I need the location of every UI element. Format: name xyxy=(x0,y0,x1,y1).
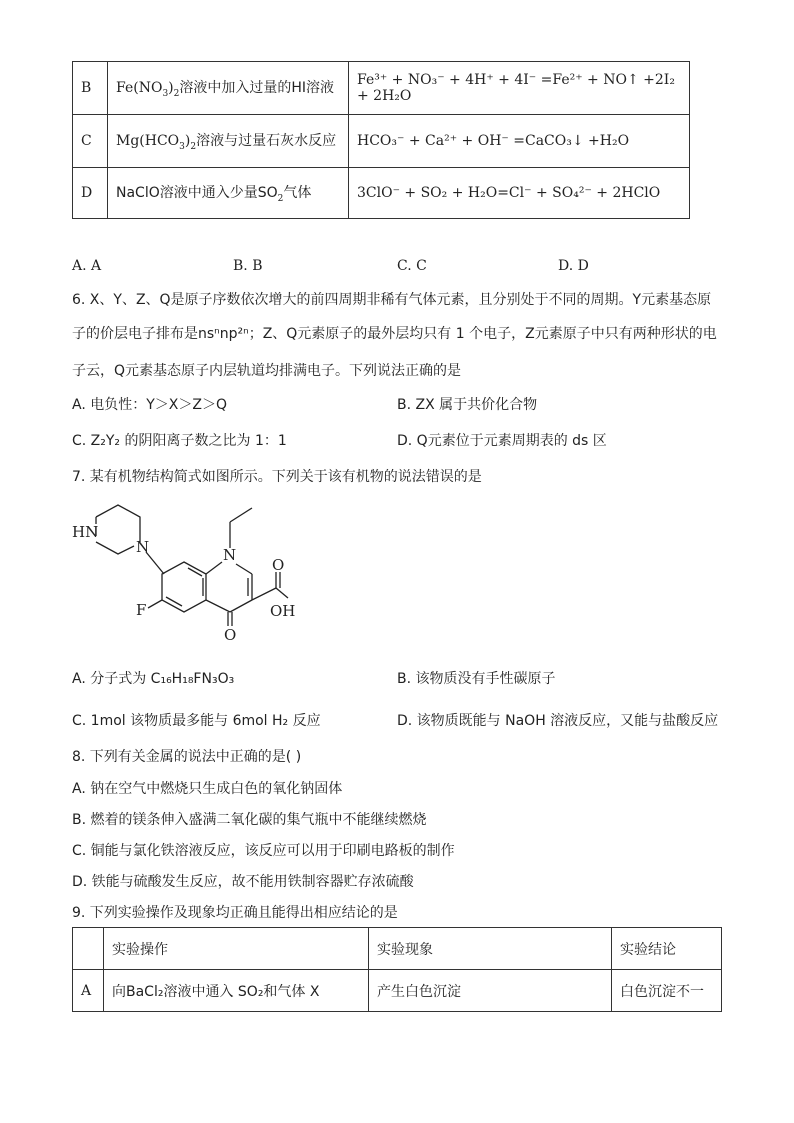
row-cell: 产生白色沉淀 xyxy=(369,970,612,1012)
header-cell: 实验现象 xyxy=(369,928,612,970)
table-row xyxy=(73,115,690,168)
row-cell: 白色沉淀不一 xyxy=(612,970,722,1012)
q9-stem: 9. 下列实验操作及现象均正确且能得出相应结论的是 xyxy=(72,905,398,921)
row-description: $Fe(NO_3)_2$溶液中加入过量的HI溶液 xyxy=(108,62,349,115)
mol-hn-label: HN xyxy=(72,523,99,541)
q7-stem: 7. 某有机物结构简式如图所示。下列关于该有机物的说法错误的是 xyxy=(72,469,482,485)
q8-option-c: C. 铜能与氯化铁溶液反应，该反应可以用于印刷电路板的制作 xyxy=(72,843,455,859)
table-row xyxy=(73,970,722,1012)
table-row xyxy=(73,168,690,219)
row-description: NaClO溶液中通入少量$SO_2$气体 xyxy=(108,168,349,219)
table-row xyxy=(73,62,690,115)
q7-option-b: B. 该物质没有手性碳原子 xyxy=(397,671,556,687)
q8-option-d: D. 铁能与硫酸发生反应，故不能用铁制容器贮存浓硫酸 xyxy=(72,874,414,890)
reaction-table xyxy=(72,61,690,219)
q6-option-a: A. 电负性：Y＞X＞Z＞Q xyxy=(72,397,227,413)
q8-option-b: B. 燃着的镁条伸入盛满二氧化碳的集气瓶中不能继续燃烧 xyxy=(72,812,427,828)
row-label: C xyxy=(73,115,108,168)
mol-n-label: N xyxy=(136,538,150,556)
row-label: B xyxy=(73,62,108,115)
q7-option-c: C. 1mol 该物质最多能与 6mol H₂ 反应 xyxy=(72,713,321,729)
table-header-row xyxy=(73,928,722,970)
row-equation: Fe³⁺ + NO₃⁻ + 4H⁺ + 4I⁻ =Fe²⁺ + NO↑ +2I₂ + 2H₂O xyxy=(349,62,690,115)
q7-option-a: A. 分子式为 C₁₆H₁₈FN₃O₃ xyxy=(72,671,235,687)
row-description: $Mg(HCO_3)_2$溶液与过量石灰水反应 xyxy=(108,115,349,168)
row-label: D xyxy=(73,168,108,219)
mol-o-label: O xyxy=(272,556,285,574)
header-cell: 实验操作 xyxy=(104,928,369,970)
q5-option-a: A. A xyxy=(72,258,102,274)
q6-option-c: C. Z₂Y₂ 的阴阳离子数之比为 1：1 xyxy=(72,433,287,449)
q5-option-d: D. D xyxy=(558,258,589,274)
row-equation: 3ClO⁻ + SO₂ + H₂O=Cl⁻ + SO₄²⁻ + 2HClO xyxy=(349,168,690,219)
mol-n-label: N xyxy=(223,546,237,564)
row-equation: HCO₃⁻ + Ca²⁺ + OH⁻ =CaCO₃↓ +H₂O xyxy=(349,115,690,168)
q8-stem: 8. 下列有关金属的说法中正确的是( ) xyxy=(72,749,302,765)
header-cell xyxy=(73,928,104,970)
q5-option-c: C. C xyxy=(397,258,427,274)
q7-option-d: D. 该物质既能与 NaOH 溶液反应，又能与盐酸反应 xyxy=(397,713,719,729)
experiment-table xyxy=(72,927,722,1012)
mol-oh-label: OH xyxy=(270,602,296,620)
row-cell: A xyxy=(73,970,104,1012)
row-cell: 向BaCl₂溶液中通入 SO₂和气体 X xyxy=(104,970,369,1012)
mol-o-label: O xyxy=(224,626,237,644)
header-cell: 实验结论 xyxy=(612,928,722,970)
q6-stem-line1: 6. X、Y、Z、Q是原子序数依次增大的前四周期非稀有气体元素，且分别处于不同的周期。Y元素基态原 xyxy=(72,292,712,308)
q5-option-b: B. B xyxy=(233,258,263,274)
q6-option-b: B. ZX 属于共价化合物 xyxy=(397,397,538,413)
q8-option-a: A. 钠在空气中燃烧只生成白色的氧化钠固体 xyxy=(72,781,343,797)
q6-stem-line3: 子云，Q元素基态原子内层轨道均排满电子。下列说法正确的是 xyxy=(72,363,462,379)
q6-option-d: D. Q元素位于元素周期表的 ds 区 xyxy=(397,433,607,449)
q6-stem-line2: 子的价层电子排布是nsⁿnp²ⁿ；Z、Q元素原子的最外层均只有 1 个电子，Z元素原子中只有两种形状的电 xyxy=(72,326,717,342)
molecule-structure xyxy=(66,492,326,652)
mol-f-label: F xyxy=(136,601,147,619)
